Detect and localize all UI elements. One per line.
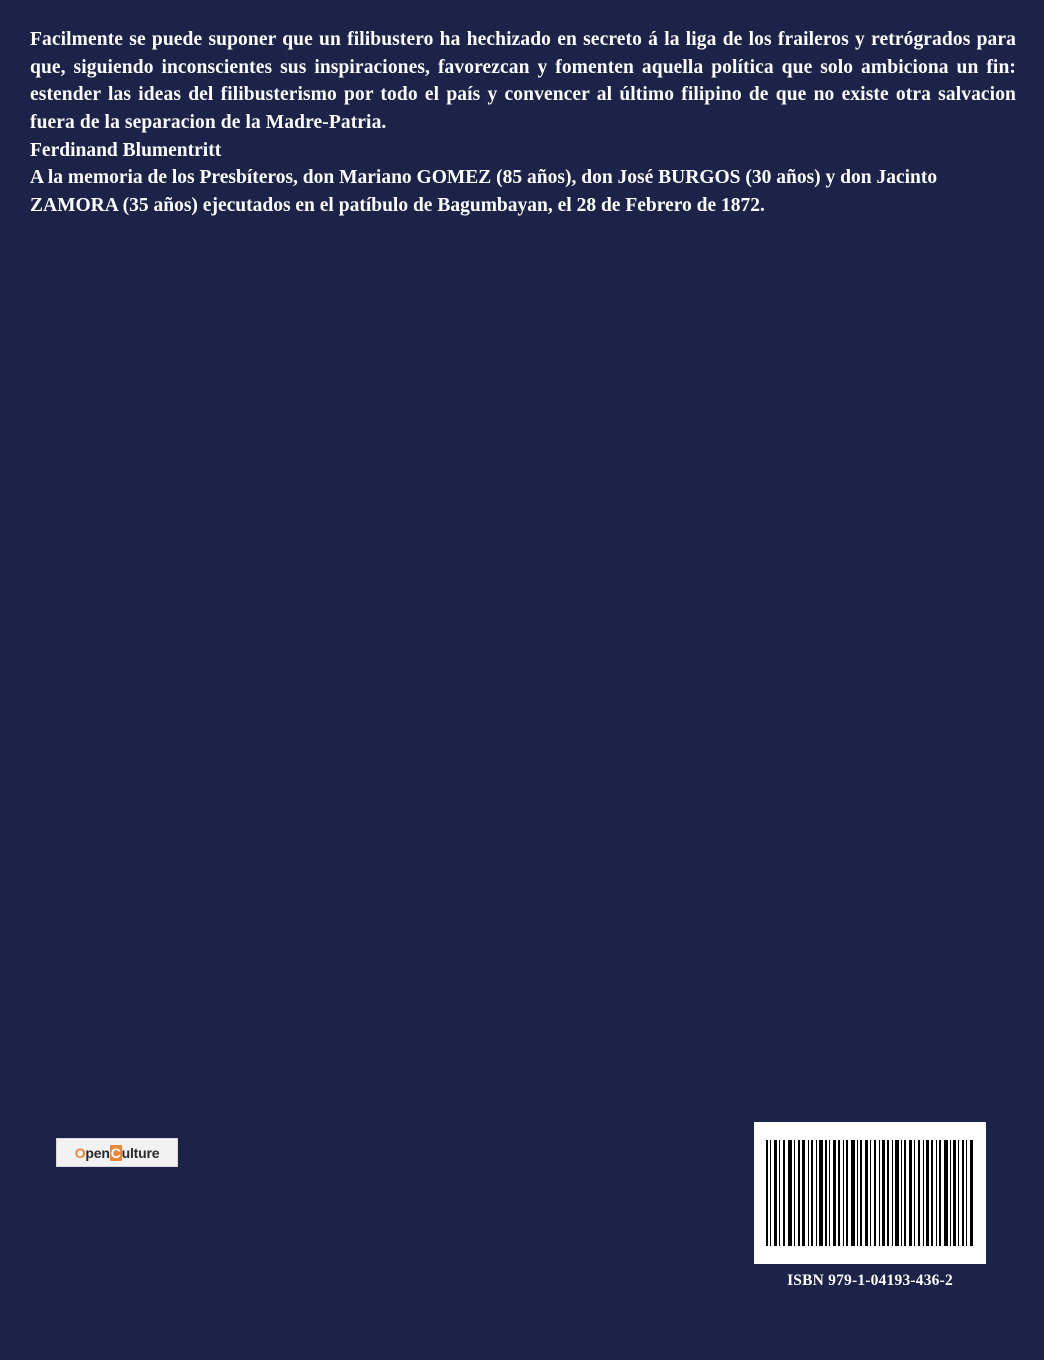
openculture-logo (56, 1138, 178, 1167)
openculture-logo-text (75, 1145, 160, 1161)
logo-text-pen: pen (85, 1144, 110, 1161)
epigraph-quote: Facilmente se puede suponer que un filibustero ha hechizado en secreto á la liga de los fraileros y retrógrados para que, siguiendo inconscientes sus inspiraciones, favorezcan y fomenten aquella política que solo ambiciona un fin: estender las ideas del filibusterismo por todo el país y convencer al último filipino de que no existe otra salvacion fuera de la separacion de la Madre-Patria. (30, 29, 1016, 134)
barcode-stripes-icon (766, 1140, 974, 1246)
logo-letter-o: O (74, 1144, 86, 1161)
epigraph-attribution: Ferdinand Blumentritt (30, 139, 222, 161)
isbn-barcode (754, 1122, 986, 1264)
isbn-text: ISBN 979-1-04193-436-2 (787, 1272, 953, 1289)
dedication-text: A la memoria de los Presbíteros, don Mariano GOMEZ (85 años), don José BURGOS (30 años) y don Jacinto ZAMORA (35 años) ejecutados en el patíbulo de Bagumbayan, el 28 de Febrero de 1872. (30, 167, 938, 217)
logo-letter-c: C (110, 1144, 121, 1161)
cover-text-block (30, 26, 1016, 220)
logo-text-ulture: ulture (121, 1144, 160, 1161)
